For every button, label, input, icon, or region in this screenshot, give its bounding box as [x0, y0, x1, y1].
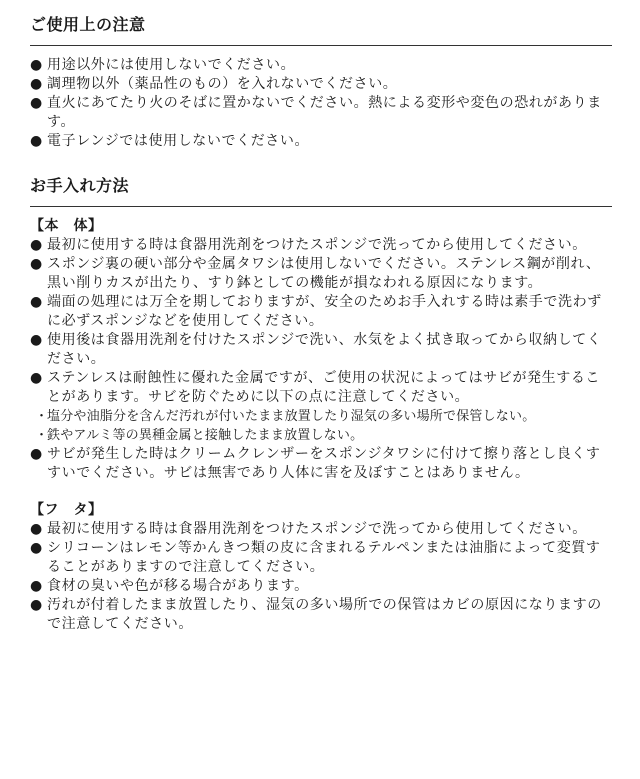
caution-list	[30, 56, 612, 151]
body-care-item-text: 使用後は食器用洗剤を付けたスポンジで洗い、水気をよく拭き取ってから収納してください。	[47, 332, 602, 367]
caution-item-text: 用途以外には使用しないでください。	[47, 57, 296, 73]
lid-care-item-text: 汚れが付着したまま放置したり、湿気の多い場所での保管はカビの原因になりますので注意してください。	[47, 597, 602, 632]
caution-item-text: 電子レンジでは使用しないでください。	[47, 133, 310, 149]
body-care-item	[30, 369, 612, 407]
care-title: お手入れ方法	[30, 173, 612, 207]
caution-item	[30, 56, 612, 75]
lid-care-item-text: 最初に使用する時は食器用洗剤をつけたスポンジで洗ってから使用してください。	[47, 521, 587, 537]
lid-care-subsection	[30, 501, 612, 634]
body-care-item	[30, 236, 612, 255]
bullet-mark: ●	[30, 446, 43, 462]
lid-care-item-text: シリコーンはレモン等かんきつ類の皮に含まれるテルペンまたは油脂によって変質することがありますので注意してください。	[47, 540, 601, 575]
bullet-mark: ●	[30, 76, 43, 92]
lid-care-item-text: 食材の臭いや色が移る場合があります。	[47, 578, 309, 594]
sub-bullet-mark: ・	[35, 428, 49, 443]
rust-prevention-sub-item	[30, 426, 612, 445]
lid-care-item	[30, 539, 612, 577]
body-care-item	[30, 255, 612, 293]
bullet-mark: ●	[30, 578, 43, 594]
body-care-item-text: 端面の処理には万全を期しておりますが、安全のためお手入れする時は素手で洗わずに必ずスポンジなどを使用してください。	[47, 294, 602, 329]
bullet-mark: ●	[30, 370, 43, 386]
bullet-mark: ●	[30, 237, 43, 253]
caution-section	[30, 0, 612, 151]
bullet-mark: ●	[30, 332, 43, 348]
sub-bullet-mark: ・	[35, 409, 49, 424]
lid-heading: 【フ タ】	[30, 502, 103, 518]
bullet-mark: ●	[30, 133, 43, 149]
body-care-item	[30, 293, 612, 331]
body-care-subsection	[30, 217, 612, 483]
lid-care-item	[30, 596, 612, 634]
lid-care-item	[30, 577, 612, 596]
bullet-mark: ●	[30, 256, 43, 272]
lid-care-list	[30, 520, 612, 634]
caution-item	[30, 94, 612, 132]
body-care-item-text: スポンジ裏の硬い部分や金属タワシは使用しないでください。ステンレス鋼が削れ、黒い削りカスが出たり、すり鉢としての機能が損なわれる原因になります。	[47, 256, 601, 291]
bullet-mark: ●	[30, 294, 43, 310]
bullet-mark: ●	[30, 597, 43, 613]
body-care-item	[30, 331, 612, 369]
care-section	[30, 173, 612, 634]
body-care-item	[30, 445, 612, 483]
sub-item-text: 塩分や油脂分を含んだ汚れが付いたまま放置したり湿気の多い場所で保管しない。	[47, 409, 536, 424]
caution-item	[30, 75, 612, 94]
body-care-item-text: ステンレスは耐蝕性に優れた金属ですが、ご使用の状況によってはサビが発生することがあります。サビを防ぐために以下の点に注意してください。	[47, 370, 601, 405]
bullet-mark: ●	[30, 521, 43, 537]
body-care-item-text: 最初に使用する時は食器用洗剤をつけたスポンジで洗ってから使用してください。	[47, 237, 587, 253]
lid-care-item	[30, 520, 612, 539]
body-care-list	[30, 236, 612, 483]
caution-item-text: 調理物以外（薬品性のもの）を入れないでください。	[47, 76, 398, 92]
bullet-mark: ●	[30, 540, 43, 556]
caution-title: ご使用上の注意	[30, 0, 612, 46]
caution-item	[30, 132, 612, 151]
bullet-mark: ●	[30, 95, 43, 111]
bullet-mark: ●	[30, 57, 43, 73]
body-care-item-text: サビが発生した時はクリームクレンザーをスポンジタワシに付けて擦り落とし良くすすいでください。サビは無害であり人体に害を及ぼすことはありません。	[47, 446, 601, 481]
sub-item-text: 鉄やアルミ等の異種金属と接触したまま放置しない。	[47, 428, 364, 443]
caution-item-text: 直火にあてたり火のそばに置かないでください。熱による変形や変色の恐れがあります。	[47, 95, 602, 130]
rust-prevention-sub-item	[30, 407, 612, 426]
body-heading: 【本 体】	[30, 218, 103, 234]
